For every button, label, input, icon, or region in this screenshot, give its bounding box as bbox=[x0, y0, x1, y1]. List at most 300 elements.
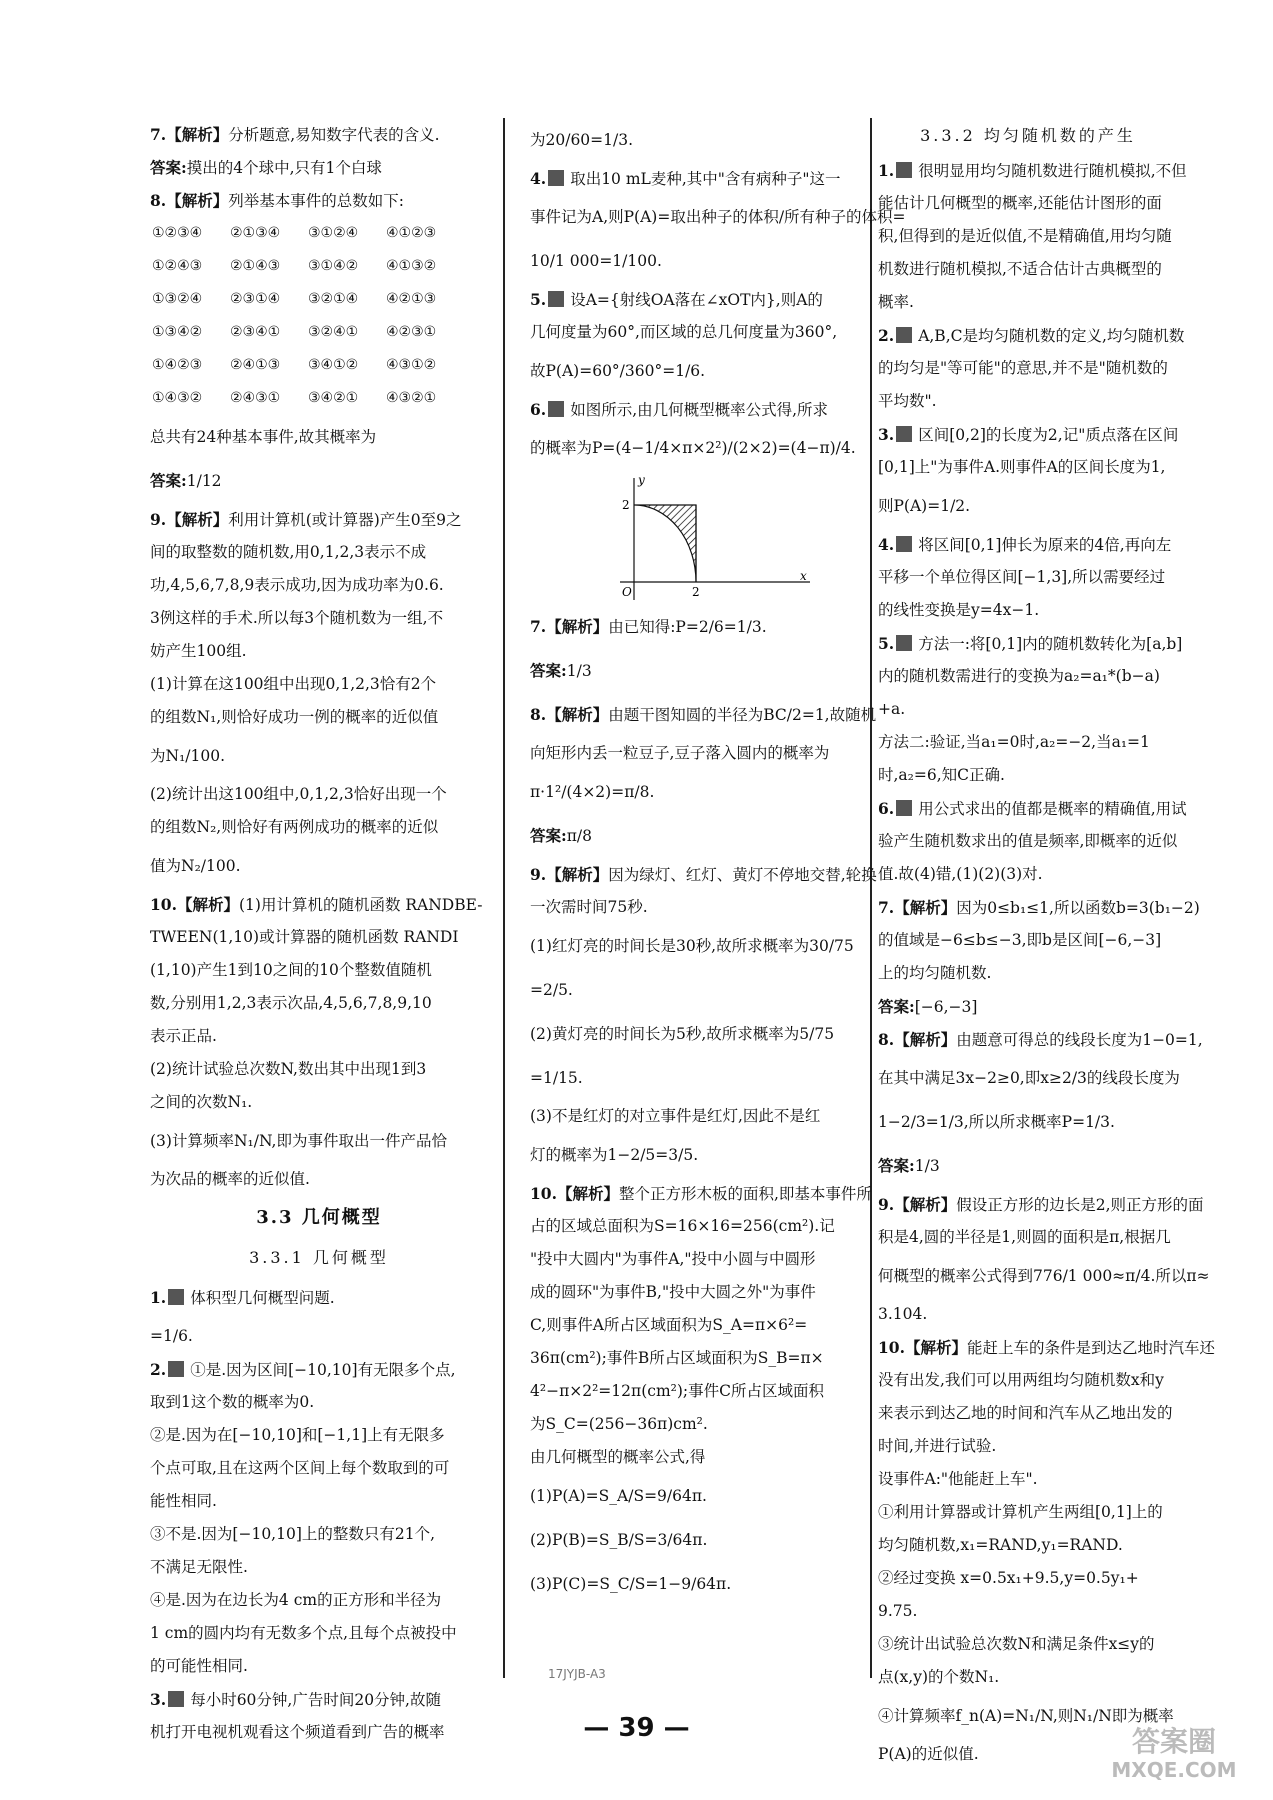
text-line bbox=[878, 319, 1185, 352]
q1-solution bbox=[878, 154, 1187, 319]
question-number: 2. bbox=[150, 1360, 167, 1379]
question-number: 4. bbox=[530, 169, 547, 188]
text-line bbox=[530, 1562, 882, 1606]
permutation-cell: ④③①② bbox=[386, 357, 437, 373]
line-text: 方法二:验证,当a₁=0时,a₂=−2,当a₁=1 bbox=[878, 733, 1150, 751]
line-text: 平均数". bbox=[878, 392, 937, 410]
line-text: (3)计算频率N₁/N,即为事件取出一件产品恰 bbox=[150, 1132, 447, 1150]
text-line bbox=[150, 701, 488, 734]
line-text: 的概率为P=(4−1/4×π×2²)/(2×2)=(4−π)/4. bbox=[530, 439, 856, 457]
text-line bbox=[530, 426, 882, 470]
answer-badge-icon bbox=[896, 426, 912, 442]
line-text: 每小时60分钟,广告时间20分钟,故随 bbox=[190, 1691, 441, 1709]
q8-answer: 答案:1/3 bbox=[878, 1156, 940, 1175]
text-line bbox=[878, 759, 1178, 792]
text-line bbox=[530, 1375, 882, 1408]
line-text: 数,分别用1,2,3表示次品,4,5,6,7,8,9,10 bbox=[150, 994, 432, 1012]
line-text: 1−2/3=1/3,所以所求概率P=1/3. bbox=[878, 1113, 1115, 1131]
section-title: 3.3 几何概型 bbox=[256, 1207, 382, 1228]
text-line bbox=[878, 1529, 1178, 1562]
origin-label: O bbox=[622, 585, 632, 599]
text-line bbox=[878, 1430, 1178, 1463]
text-line bbox=[150, 1119, 488, 1163]
analysis-tag: 【解析】 bbox=[556, 1184, 619, 1203]
text-line bbox=[150, 811, 488, 844]
line-text: (1)红灯亮的时间长是30秒,故所求概率为30/75 bbox=[530, 937, 854, 955]
line-text: (2)统计出这100组中,0,1,2,3恰好出现一个 bbox=[150, 785, 447, 803]
line-text: 灯的概率为1−2/5=3/5. bbox=[530, 1146, 699, 1164]
line-text: 积是4,圆的半径是1,则圆的面积是π,根据几 bbox=[878, 1228, 1171, 1246]
page-number: — 39 — bbox=[583, 1713, 690, 1743]
permutation-cell: ②④③① bbox=[230, 390, 281, 406]
line-text: TWEEN(1,10)或计算器的随机函数 RANDI bbox=[150, 928, 459, 946]
question-number: 3. bbox=[878, 425, 895, 444]
answer-badge-icon bbox=[896, 162, 912, 178]
bottom-code: 17JYJB-A3 bbox=[548, 1667, 606, 1681]
y-tick: 2 bbox=[622, 498, 630, 512]
line-text: 的值域是−6≤b≤−3,即b是区间[−6,−3] bbox=[878, 931, 1162, 949]
line-text: 整个正方形木板的面积,即基本事件所 bbox=[618, 1185, 872, 1203]
q1-result: =1/6. bbox=[150, 1327, 193, 1345]
line-text: 设事件A:"他能赶上车". bbox=[878, 1470, 1038, 1488]
question-number: 8. bbox=[530, 705, 547, 724]
q7-answer: 答案:[−6,−3] bbox=[878, 997, 978, 1016]
subsection-title-2: 3.3.2 均匀随机数的产生 bbox=[920, 126, 1136, 145]
line-text: 时间,并进行试验. bbox=[878, 1437, 997, 1455]
permutation-cell: ①③④② bbox=[152, 324, 203, 340]
question-number: 10. bbox=[150, 895, 177, 914]
line-text: P(A)的近似值. bbox=[878, 1745, 979, 1763]
permutation-cell: ③①④② bbox=[308, 258, 359, 274]
line-text: (2)黄灯亮的时间长为5秒,故所求概率为5/75 bbox=[530, 1025, 835, 1043]
subsection-title: 3.3.1 几何概型 bbox=[249, 1248, 389, 1267]
permutation-cell: ①④③② bbox=[152, 390, 203, 406]
line-text: 利用计算机(或计算器)产生0至9之 bbox=[228, 511, 462, 529]
line-text: 如图所示,由几何概型概率公式得,所求 bbox=[570, 401, 829, 419]
line-text: [0,1]上"为事件A.则事件A的区间长度为1, bbox=[878, 458, 1166, 476]
line-text: 设A={射线OA落在∠xOT内},则A的 bbox=[570, 291, 823, 309]
line-text: 能估计几何概型的概率,还能估计图形的面 bbox=[878, 194, 1162, 212]
text-line bbox=[530, 162, 882, 195]
q9-solution bbox=[878, 1188, 1210, 1331]
line-text: 在其中满足3x−2≥0,即x≥2/3的线段长度为 bbox=[878, 1069, 1180, 1087]
text-line bbox=[150, 1683, 488, 1716]
line-text: (2)P(B)=S_B/S=3/64π. bbox=[530, 1531, 708, 1549]
line-text: 由题干图知圆的半径为BC/2=1,故随机 bbox=[608, 706, 877, 724]
line-text: 9.75. bbox=[878, 1602, 918, 1620]
question-number: 10. bbox=[878, 1338, 905, 1357]
question-number: 5. bbox=[530, 290, 547, 309]
line-text: 的组数N₂,则恰好有两例成功的概率的近似 bbox=[150, 818, 439, 836]
permutation-cell: ④②①③ bbox=[386, 291, 437, 307]
text-line bbox=[150, 1617, 488, 1650]
text-line bbox=[878, 825, 1178, 858]
q7-answer: 答案:1/3 bbox=[530, 661, 592, 680]
line-text: 功,4,5,6,7,8,9表示成功,因为成功率为0.6. bbox=[150, 576, 444, 594]
line-text: ②是.因为在[−10,10]和[−1,1]上有无限多 bbox=[150, 1426, 445, 1444]
q5-solution bbox=[878, 627, 1183, 792]
question-number: 1. bbox=[878, 161, 895, 180]
line-text: 的均匀是"等可能"的意思,并不是"随机数的 bbox=[878, 359, 1168, 377]
q7-solution: 7.【解析】分析题意,易知数字代表的含义. bbox=[150, 125, 440, 144]
line-text: 的可能性相同. bbox=[150, 1657, 248, 1675]
text-line bbox=[530, 968, 882, 1012]
q8-answer: 答案:1/12 bbox=[150, 471, 222, 490]
analysis-tag: 【解析】 bbox=[546, 865, 609, 884]
permutation-cell: ①②③④ bbox=[152, 225, 203, 241]
q10-solution bbox=[878, 1331, 1215, 1771]
line-text: =1/15. bbox=[530, 1069, 583, 1087]
permutation-cell: ①②④③ bbox=[152, 258, 203, 274]
answer-badge-icon bbox=[896, 536, 912, 552]
watermark-text-2: MXQE.COM bbox=[1111, 1758, 1237, 1782]
y-label: y bbox=[638, 473, 645, 487]
text-line bbox=[878, 1254, 1210, 1298]
text-line bbox=[150, 1419, 488, 1452]
q8-answer: 答案:π/8 bbox=[530, 826, 593, 845]
line-text: =2/5. bbox=[530, 981, 573, 999]
answer-badge-icon bbox=[168, 1289, 184, 1305]
text-line bbox=[150, 1386, 488, 1419]
text-line bbox=[878, 385, 1178, 418]
permutation-cell: ③②④① bbox=[308, 324, 359, 340]
text-line bbox=[878, 957, 1178, 990]
text-line bbox=[878, 891, 1200, 924]
text-line bbox=[878, 858, 1178, 891]
analysis-tag: 【解析】 bbox=[166, 510, 229, 529]
text-line bbox=[150, 1551, 488, 1584]
q10-solution bbox=[150, 888, 488, 1196]
question-number: 3. bbox=[150, 1690, 167, 1709]
line-text: A,B,C是均匀随机数的定义,均匀随机数 bbox=[918, 327, 1185, 345]
text-line bbox=[878, 451, 1178, 484]
text-line bbox=[530, 239, 882, 283]
text-line bbox=[530, 1177, 882, 1210]
line-text: 平移一个单位得区间[−1,3],所以需要经过 bbox=[878, 568, 1166, 586]
x-label: x bbox=[800, 569, 807, 583]
line-text: 成的圆环"为事件B,"投中大圆之外"为事件 bbox=[530, 1283, 816, 1301]
q2-solution bbox=[150, 1353, 488, 1683]
question-number: 8. bbox=[878, 1030, 895, 1049]
question-number: 9. bbox=[530, 865, 547, 884]
line-text: C,则事件A所占区域面积为S_A=π×6²= bbox=[530, 1316, 808, 1334]
text-line bbox=[878, 1221, 1178, 1254]
text-line bbox=[150, 1452, 488, 1485]
text-line bbox=[530, 316, 882, 349]
answer-badge-icon bbox=[548, 170, 564, 186]
text-line bbox=[878, 1496, 1178, 1529]
graph-svg bbox=[600, 470, 820, 605]
text-line bbox=[878, 1628, 1178, 1661]
line-text: 验产生随机数求出的值是频率,即概率的近似 bbox=[878, 832, 1178, 850]
text-line bbox=[878, 1595, 1178, 1628]
permutation-cell: ③④②① bbox=[308, 390, 359, 406]
text-line bbox=[150, 921, 488, 954]
line-text: 机打开电视机观看这个频道看到广告的概率 bbox=[150, 1723, 445, 1741]
text-line bbox=[878, 484, 1178, 528]
text-line bbox=[530, 283, 882, 316]
line-text: 上的均匀随机数. bbox=[878, 964, 992, 982]
hatched-region bbox=[634, 505, 696, 582]
line-text: 3.104. bbox=[878, 1305, 928, 1323]
line-text: (2)统计试验总次数N,数出其中出现1到3 bbox=[150, 1060, 427, 1078]
line-text: (1,10)产生1到10之间的10个整数值随机 bbox=[150, 961, 432, 979]
q5-solution bbox=[530, 283, 882, 393]
text-line bbox=[878, 286, 1178, 319]
analysis-tag: 【解析】 bbox=[894, 1030, 957, 1049]
line-text: 个点可取,且在这两个区间上每个数取到的可 bbox=[150, 1459, 450, 1477]
text-line bbox=[878, 660, 1178, 693]
watermark-logo bbox=[1099, 1726, 1249, 1786]
text-line bbox=[878, 594, 1178, 627]
text-line bbox=[530, 1056, 882, 1100]
text-line bbox=[878, 627, 1183, 660]
line-text: 的线性变换是y=4x−1. bbox=[878, 601, 1040, 619]
line-text: 机数进行随机模拟,不适合估计古典概型的 bbox=[878, 260, 1162, 278]
line-text: ③不是.因为[−10,10]上的整数只有21个, bbox=[150, 1525, 436, 1543]
q9-solution bbox=[530, 858, 882, 1177]
text-line bbox=[530, 1012, 882, 1056]
line-text: (3)不是红灯的对立事件是红灯,因此不是红 bbox=[530, 1107, 821, 1125]
text-line bbox=[530, 349, 882, 393]
q8-solution bbox=[878, 1023, 1203, 1144]
text-line bbox=[150, 635, 488, 668]
line-text: 不满足无限性. bbox=[150, 1558, 248, 1576]
line-text: 10/1 000=1/100. bbox=[530, 252, 662, 270]
question-number: 10. bbox=[530, 1184, 557, 1203]
text-line bbox=[878, 1397, 1178, 1430]
line-text: 来表示到达乙地的时间和汽车从乙地出发的 bbox=[878, 1404, 1173, 1422]
text-line bbox=[530, 924, 882, 968]
text-line bbox=[878, 1188, 1204, 1221]
permutation-cell: ④③②① bbox=[386, 390, 437, 406]
text-line bbox=[530, 891, 882, 924]
answer-badge-icon bbox=[896, 327, 912, 343]
text-line bbox=[150, 1650, 488, 1683]
text-line bbox=[878, 1331, 1215, 1364]
text-line bbox=[530, 393, 882, 426]
answer-badge-icon bbox=[168, 1361, 184, 1377]
q8-solution: 8.【解析】列举基本事件的总数如下: bbox=[150, 191, 404, 210]
line-text: 4²−π×2²=12π(cm²);事件C所占区域面积 bbox=[530, 1382, 824, 1400]
line-text: 积,但得到的是近似值,不是精确值,用均匀随 bbox=[878, 227, 1172, 245]
text-line bbox=[150, 602, 488, 635]
text-line bbox=[530, 1441, 882, 1474]
text-line bbox=[150, 569, 488, 602]
line-text: 由题意可得总的线段长度为1−0=1, bbox=[956, 1031, 1203, 1049]
text-line bbox=[530, 1210, 882, 1243]
text-line bbox=[150, 734, 488, 778]
question-number: 6. bbox=[530, 400, 547, 419]
text-line bbox=[530, 1100, 882, 1133]
text-line bbox=[878, 693, 1178, 726]
text-line bbox=[878, 1661, 1178, 1694]
text-line bbox=[878, 1463, 1178, 1496]
question-number: 7. bbox=[878, 898, 895, 917]
q3-solution bbox=[878, 418, 1178, 528]
text-line bbox=[150, 1485, 488, 1518]
text-line bbox=[530, 1474, 882, 1518]
text-line bbox=[150, 536, 488, 569]
line-text: (1)用计算机的随机函数 RANDBE- bbox=[238, 896, 483, 914]
line-text: ④计算频率f_n(A)=N₁/N,则N₁/N即为概率 bbox=[878, 1707, 1174, 1725]
text-line bbox=[530, 693, 882, 737]
line-text: 36π(cm²);事件B所占区域面积为S_B=π× bbox=[530, 1349, 824, 1367]
answer-badge-icon bbox=[548, 291, 564, 307]
line-text: 概率. bbox=[878, 293, 914, 311]
text-line bbox=[878, 418, 1178, 451]
line-text: 取出10 mL麦种,其中"含有病种子"这一 bbox=[570, 170, 841, 188]
answer-badge-icon bbox=[896, 635, 912, 651]
analysis-tag: 【解析】 bbox=[904, 1338, 967, 1357]
line-text: 能赶上车的条件是到达乙地时汽车还 bbox=[966, 1339, 1215, 1357]
text-line bbox=[530, 1408, 882, 1441]
permutation-cell: ③④①② bbox=[308, 357, 359, 373]
line-text: 向矩形内丢一粒豆子,豆子落入圆内的概率为 bbox=[530, 744, 830, 762]
line-text: 将区间[0,1]伸长为原来的4倍,再向左 bbox=[918, 536, 1172, 554]
line-text: 几何度量为60°,而区域的总几何度量为360°, bbox=[530, 323, 838, 341]
line-text: 表示正品. bbox=[150, 1027, 217, 1045]
text-line bbox=[530, 858, 882, 891]
text-line bbox=[878, 220, 1178, 253]
q4-solution bbox=[878, 528, 1178, 627]
q9-solution bbox=[150, 503, 488, 888]
text-line bbox=[150, 954, 488, 987]
q7-solution bbox=[878, 891, 1200, 990]
line-text: ③统计出试验总次数N和满足条件x≤y的 bbox=[878, 1635, 1155, 1653]
line-text: ④是.因为在边长为4 cm的正方形和半径为 bbox=[150, 1591, 442, 1609]
text-line bbox=[878, 1298, 1178, 1331]
permutation-cell: ①④②③ bbox=[152, 357, 203, 373]
text-line bbox=[150, 1020, 488, 1053]
question-number: 2. bbox=[878, 326, 895, 345]
line-text: "投中大圆内"为事件A,"投中小圆与中圆形 bbox=[530, 1250, 816, 1268]
question-number: 5. bbox=[878, 634, 895, 653]
line-text: 事件记为A,则P(A)=取出种子的体积/所有种子的体积= bbox=[530, 208, 906, 226]
permutation-cell: ④②③① bbox=[386, 324, 437, 340]
answer-badge-icon bbox=[896, 800, 912, 816]
watermark-text-1: 答案圈 bbox=[1131, 1725, 1216, 1758]
line-text: ②经过变换 x=0.5x₁+9.5,y=0.5y₁+ bbox=[878, 1569, 1139, 1587]
line-text: 何概型的概率公式得到776/1 000≈π/4.所以π≈ bbox=[878, 1267, 1210, 1285]
line-text: 的组数N₁,则恰好成功一例的概率的近似值 bbox=[150, 708, 439, 726]
column-1 bbox=[150, 118, 488, 1749]
question-number: 9. bbox=[150, 510, 167, 529]
permutation-cell: ②③④① bbox=[230, 324, 281, 340]
permutation-grid bbox=[150, 217, 488, 415]
text-line bbox=[150, 1163, 488, 1196]
line-text: 1 cm的圆内均有无数多个点,且每个点被投中 bbox=[150, 1624, 457, 1642]
line-text: 间的取整数的随机数,用0,1,2,3表示不成 bbox=[150, 543, 427, 561]
line-text: 点(x,y)的个数N₁. bbox=[878, 1668, 1000, 1686]
text-line bbox=[530, 1243, 882, 1276]
text-line bbox=[530, 195, 906, 239]
text-line bbox=[150, 987, 488, 1020]
column-divider-1 bbox=[503, 118, 505, 1678]
text-line bbox=[878, 253, 1178, 286]
line-text: ①利用计算器或计算机产生两组[0,1]上的 bbox=[878, 1503, 1163, 1521]
q2-solution bbox=[878, 319, 1185, 418]
text-line bbox=[878, 154, 1187, 187]
line-text: 取到1这个数的概率为0. bbox=[150, 1393, 315, 1411]
line-text: 之间的次数N₁. bbox=[150, 1093, 253, 1111]
text-line bbox=[878, 352, 1178, 385]
analysis-tag: 【解析】 bbox=[176, 895, 239, 914]
question-number: 9. bbox=[878, 1195, 895, 1214]
q1-solution: 1. 体积型几何概型问题. bbox=[150, 1288, 335, 1307]
text-line bbox=[878, 561, 1178, 594]
line-text: 假设正方形的边长是2,则正方形的面 bbox=[956, 1196, 1204, 1214]
text-line bbox=[878, 1056, 1178, 1100]
text-line bbox=[878, 1023, 1203, 1056]
permutation-cell: ②①④③ bbox=[230, 258, 281, 274]
column-3 bbox=[878, 118, 1215, 1771]
quarter-circle-graph bbox=[600, 470, 820, 605]
analysis-tag: 【解析】 bbox=[546, 705, 609, 724]
text-line bbox=[878, 187, 1178, 220]
text-line bbox=[150, 888, 488, 921]
line-text: 区间[0,2]的长度为2,记"质点落在区间 bbox=[918, 426, 1179, 444]
text-line bbox=[530, 737, 882, 770]
line-text: 3例这样的手术.所以每3个随机数为一组,不 bbox=[150, 609, 444, 627]
text-line bbox=[878, 1100, 1178, 1144]
text-line bbox=[878, 528, 1178, 561]
text-line bbox=[150, 503, 488, 536]
question-number: 4. bbox=[878, 535, 895, 554]
x-tick: 2 bbox=[692, 585, 700, 599]
permutation-cell: ③②①④ bbox=[308, 291, 359, 307]
text-line bbox=[150, 1353, 488, 1386]
text-line bbox=[150, 1518, 488, 1551]
line-text: ①是.因为区间[−10,10]有无限多个点, bbox=[190, 1361, 456, 1379]
text-line bbox=[878, 1364, 1178, 1397]
line-text: 因为绿灯、红灯、黄灯不停地交替,轮换 bbox=[608, 866, 877, 884]
line-text: 为S_C=(256−36π)cm². bbox=[530, 1415, 708, 1433]
line-text: (1)P(A)=S_A/S=9/64π. bbox=[530, 1487, 707, 1505]
text-line bbox=[530, 770, 882, 814]
line-text: 内的随机数需进行的变换为a₂=a₁*(b−a) bbox=[878, 667, 1160, 685]
line-text: (1)计算在这100组中出现0,1,2,3恰有2个 bbox=[150, 675, 437, 693]
text-line bbox=[150, 1086, 488, 1119]
line-text: 方法一:将[0,1]内的随机数转化为[a,b] bbox=[918, 635, 1183, 653]
line-text: 则P(A)=1/2. bbox=[878, 497, 971, 515]
answer-badge-icon bbox=[548, 401, 564, 417]
line-text: 均匀随机数,x₁=RAND,y₁=RAND. bbox=[878, 1536, 1123, 1554]
line-text: 因为0≤b₁≤1,所以函数b=3(b₁−2) bbox=[956, 899, 1200, 917]
permutation-cell: ③①②④ bbox=[308, 225, 359, 241]
question-number: 6. bbox=[878, 799, 895, 818]
line-text: 占的区域总面积为S=16×16=256(cm²).记 bbox=[530, 1217, 835, 1235]
q7-solution: 7.【解析】由已知得:P=2/6=1/3. bbox=[530, 617, 767, 636]
text-line bbox=[150, 1584, 488, 1617]
q7-answer: 答案:摸出的4个球中,只有1个白球 bbox=[150, 158, 382, 177]
line-text: (3)P(C)=S_C/S=1−9/64π. bbox=[530, 1575, 732, 1593]
line-text: 很明显用均匀随机数进行随机模拟,不但 bbox=[918, 162, 1187, 180]
text-line bbox=[150, 844, 488, 888]
q8-total: 总共有24种基本事件,故其概率为 bbox=[150, 428, 377, 446]
permutation-cell: ④①③② bbox=[386, 258, 437, 274]
text-line bbox=[530, 1276, 882, 1309]
q6-solution bbox=[878, 792, 1187, 891]
q4-solution bbox=[530, 162, 906, 283]
line-text: 能性相同. bbox=[150, 1492, 217, 1510]
line-text: 时,a₂=6,知C正确. bbox=[878, 766, 1005, 784]
analysis-tag: 【解析】 bbox=[894, 1195, 957, 1214]
analysis-tag: 【解析】 bbox=[894, 898, 957, 917]
line-text: 故P(A)=60°/360°=1/6. bbox=[530, 362, 706, 380]
text-line bbox=[530, 1342, 882, 1375]
q3-continued: 为20/60=1/3. bbox=[530, 131, 634, 149]
